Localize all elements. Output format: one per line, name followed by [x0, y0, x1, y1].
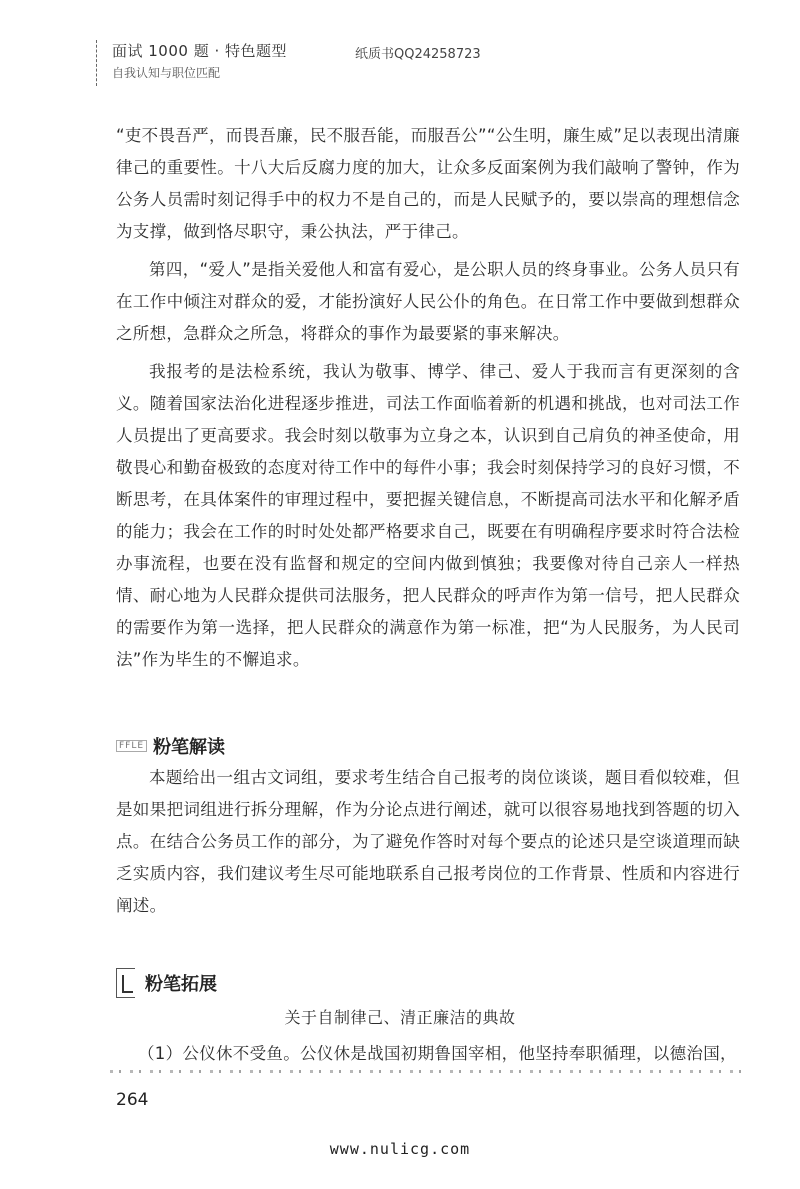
answer-body: [116, 120, 740, 676]
interpret-paragraph: 本题给出一组古文词组，要求考生结合自己报考的岗位谈谈，题目看似较难，但是如果把词组进行拆分理解，作为分论点进行阐述，就可以很容易地找到答题的切入点。在结合公务员工作的部分，为了避免作答时对每个要点的论述只是空谈道理而缺乏实质内容，我们建议考生尽可能地联系自己报考岗位的工作背景、性质和内容进行阐述。: [116, 768, 740, 915]
story-title: 关于自制律己、清正廉洁的典故: [284, 1008, 516, 1027]
site-url: www.nulicg.com: [329, 1140, 471, 1158]
section-extend-title: 粉笔拓展: [145, 974, 217, 995]
paragraph-1: “吏不畏吾严，而畏吾廉，民不服吾能，而服吾公”“公生明，廉生威”足以表现出清廉律己的重要性。十八大后反腐力度的加大，让众多反面案例为我们敲响了警钟，作为公务人员需时刻记得手中的权力不是自己的，而是人民赋予的，要以崇高的理想信念为支撑，做到恪尽职守，秉公执法，严于律己。: [116, 126, 740, 241]
cut-off-text-line: [110, 1070, 750, 1073]
bracket-icon: [116, 968, 135, 998]
paragraph-2: 第四，“爱人”是指关爱他人和富有爱心，是公职人员的终身事业。公务人员只有在工作中倾注对群众的爱，才能扮演好人民公仆的角色。在日常工作中要做到想群众之所想，急群众之所急，将群众的事作为最要紧的事来解决。: [116, 260, 740, 343]
section-interpret-heading: [116, 733, 225, 759]
watermark-text: 纸质书QQ24258723: [355, 47, 481, 62]
section-interpret-title: 粉笔解读: [153, 737, 226, 758]
interpret-body: [116, 762, 740, 922]
story-first-line: （1）公仪休不受鱼。公仪休是战国初期鲁国宰相，他坚持奉职循理，以德治国，: [138, 1044, 737, 1063]
book-title: 面试 1000 题 · 特色题型: [112, 42, 288, 60]
chapter-subtitle: 自我认知与职位匹配: [112, 66, 221, 80]
paragraph-3: 我报考的是法检系统，我认为敬事、博学、律己、爱人于我而言有更深刻的含义。随着国家法治化进程逐步推进，司法工作面临着新的机遇和挑战，也对司法工作人员提出了更高要求。我会时刻以敬事为立身之本，认识到自己肩负的神圣使命，用敬畏心和勤奋极致的态度对待工作中的每件小事；我会时刻保持学习的良好习惯，不断思考，在具体案件的审理过程中，要把握关键信息，不断提高司法水平和化解矛盾的能力；我会在工作的时时处处都严格要求自己，既要在有明确程序要求时符合法检办事流程，也要在没有监督和规定的空间内做到慎独；我要像对待自己亲人一样热情、耐心地为人民群众提供司法服务，把人民群众的呼声作为第一信号，把人民群众的需要作为第一选择，把人民群众的满意作为第一标准，把“为人民服务，为人民司法”作为毕生的不懈追求。: [116, 362, 740, 669]
section-extend-heading: [116, 968, 217, 998]
header-rule: [96, 40, 100, 86]
section-mark-icon: FFLE: [116, 740, 147, 752]
page-number: 264: [116, 1090, 149, 1110]
